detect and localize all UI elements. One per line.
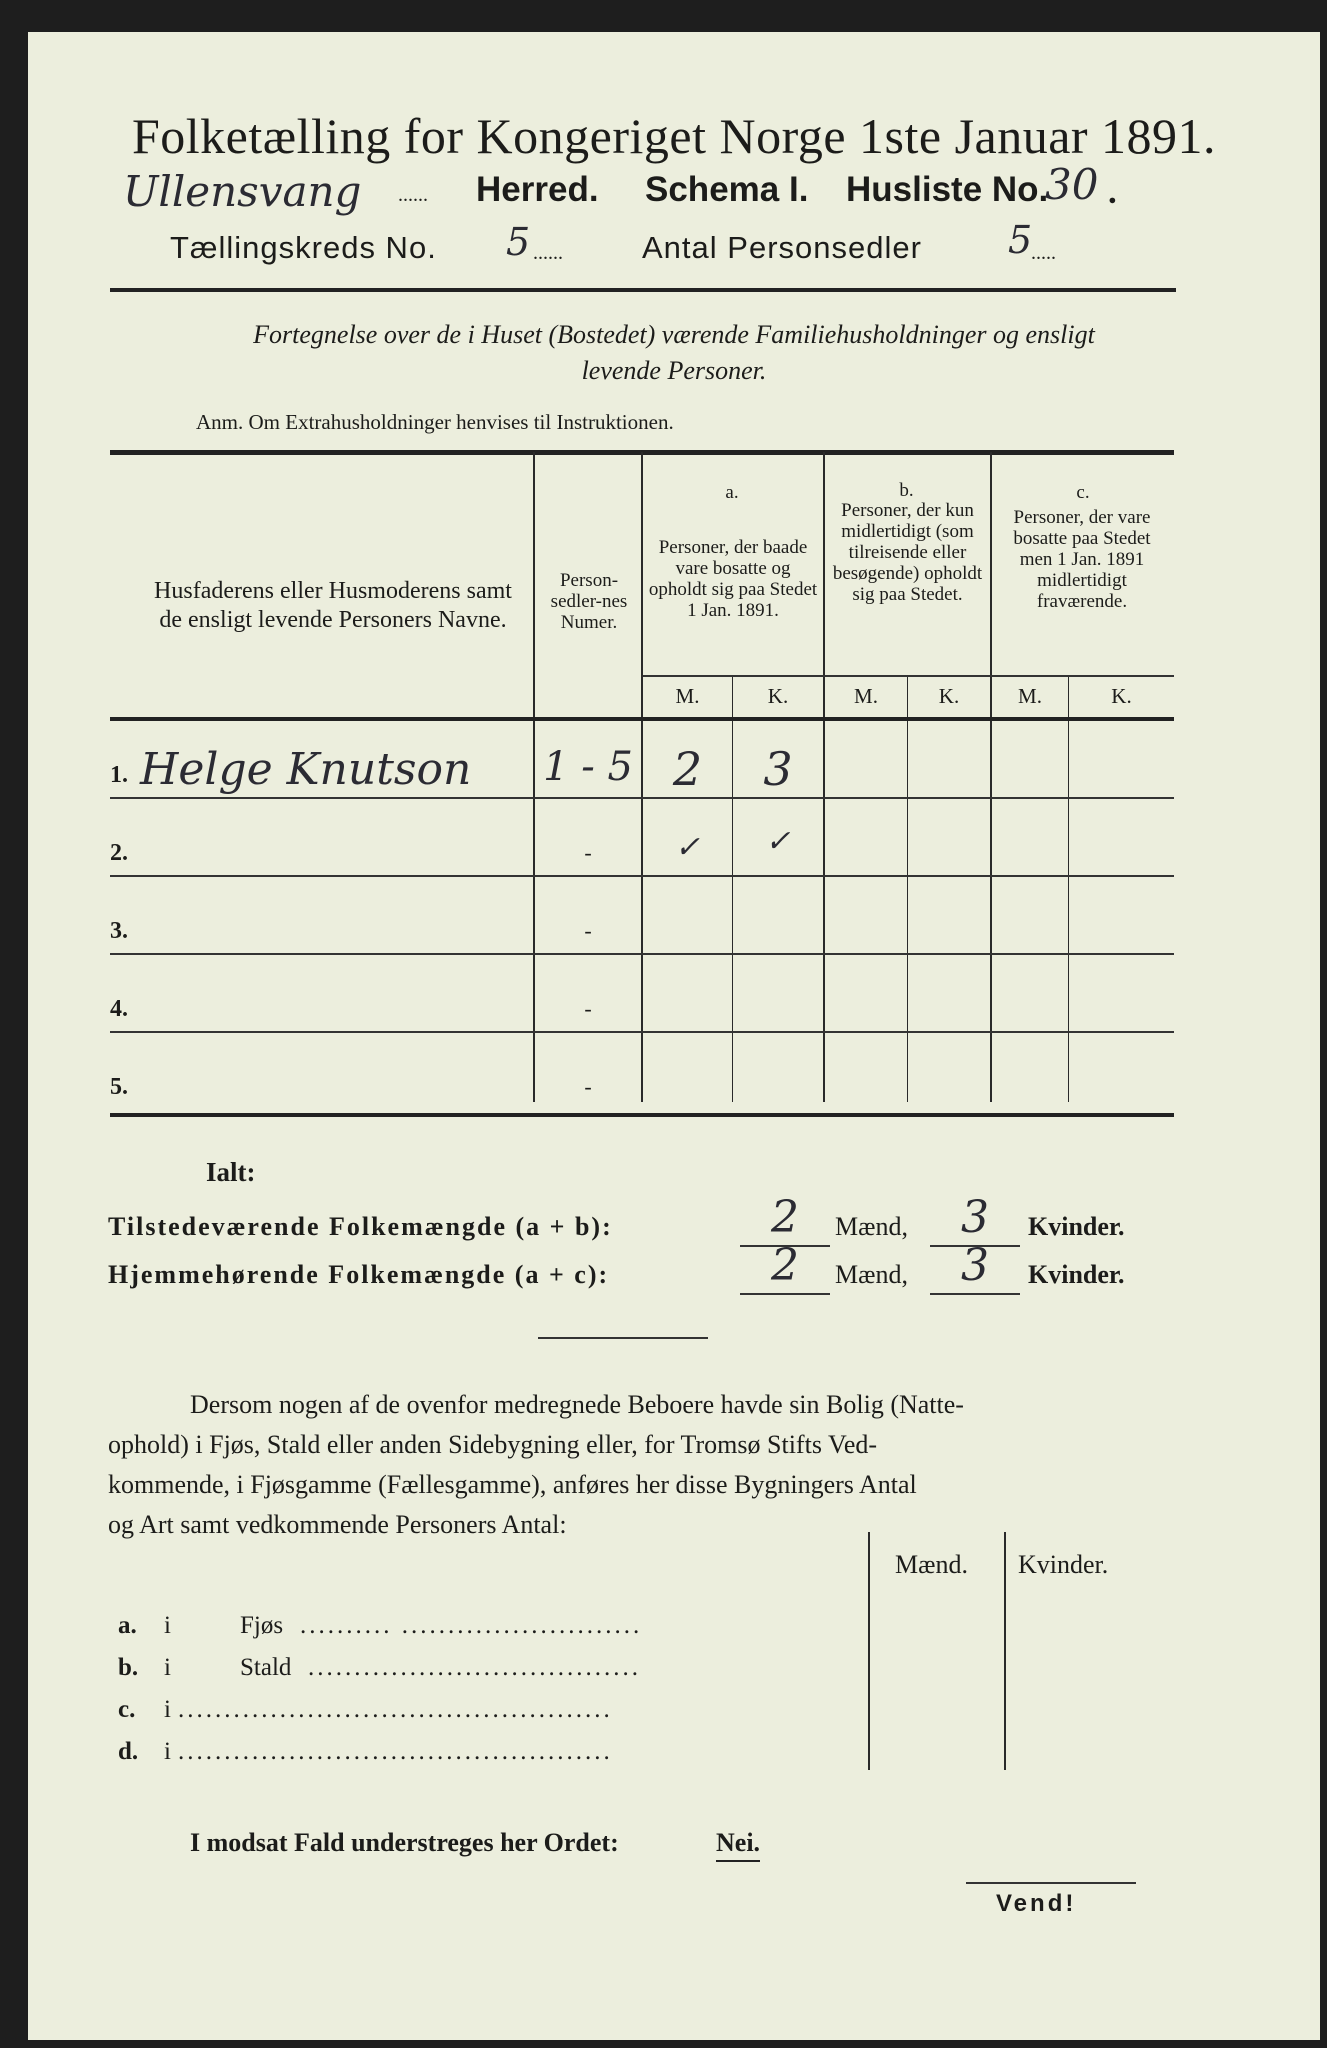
tilstede-kvinder: Kvinder. xyxy=(1028,1212,1125,1241)
col-divider-4 xyxy=(990,452,992,1102)
col-divider-am xyxy=(732,677,733,1102)
building-a-dots: .......... .......................... xyxy=(300,1612,643,1639)
building-a-letter: a. xyxy=(118,1612,137,1639)
col-divider-bm xyxy=(907,677,908,1102)
hjemme-maend: Mænd, xyxy=(835,1260,908,1289)
row-2-a-m: ✓ xyxy=(674,830,701,865)
herred-value: Ullensvang xyxy=(123,167,362,216)
antal-dots: ..... xyxy=(1031,242,1056,264)
modsat-text: I modsat Fald understreges her Ordet: xyxy=(190,1828,619,1857)
a-k-label: K. xyxy=(767,684,789,708)
paragraph-line-1: Dersom nogen af de ovenfor medregnede Beboere havde sin Bolig (Natte- xyxy=(190,1390,964,1419)
husliste-label: Husliste No. xyxy=(846,170,1049,209)
form-title: Folketælling for Kongeriget Norge 1ste Januar 1891. xyxy=(131,108,1217,164)
a-m-label: M. xyxy=(675,684,700,708)
intro-line-2: levende Personer. xyxy=(581,356,767,385)
row-3-number: 3. xyxy=(110,918,128,944)
herred-label: Herred. xyxy=(476,170,599,209)
col-name-header: Husfaderens eller Husmoderens samt de ensligt levende Personers Navne. xyxy=(154,578,512,633)
kreds-value: 5 xyxy=(506,220,531,264)
building-c-i: i xyxy=(164,1696,171,1723)
building-c-dots: ............................................... xyxy=(178,1696,613,1723)
husliste-value: 30 xyxy=(1045,160,1099,209)
herred-dots: ...... xyxy=(398,184,428,206)
buildings-maend-head: Mænd. xyxy=(895,1550,968,1579)
c-m-label: M. xyxy=(1018,684,1042,708)
row-4-rule xyxy=(110,1031,1174,1033)
row-3-num: - xyxy=(584,918,592,943)
hjemme-k-value: 3 xyxy=(961,1240,989,1291)
building-a-label: Fjøs xyxy=(240,1612,284,1639)
b-k-label: K. xyxy=(938,684,960,708)
building-c-letter: c. xyxy=(118,1696,136,1723)
col-b-letter: b. xyxy=(899,480,914,501)
row-1-rule xyxy=(110,797,1174,799)
col-c-header: Personer, der vare bosatte paa Stedet men 1 Jan. 1891 midlertidigt fraværende. xyxy=(1013,507,1151,612)
separator-rule xyxy=(538,1337,708,1339)
kreds-label: Tællingskreds No. xyxy=(170,230,437,265)
building-d-dots: ............................................... xyxy=(178,1738,613,1765)
buildings-kvinder-head: Kvinder. xyxy=(1018,1550,1109,1579)
col-divider-cm xyxy=(1068,677,1069,1102)
tilstede-maend: Mænd, xyxy=(835,1212,908,1241)
ialt-label: Ialt: xyxy=(206,1157,256,1187)
b-m-label: M. xyxy=(854,684,878,708)
row-2-a-k: ✓ xyxy=(765,824,791,859)
c-k-label: K. xyxy=(1111,684,1132,708)
row-1-a-m: 2 xyxy=(672,742,703,796)
building-b-i: i xyxy=(164,1654,171,1681)
building-b-dots: .................................... xyxy=(308,1654,641,1681)
hjemme-kvinder: Kvinder. xyxy=(1028,1260,1125,1289)
kreds-dots: ...... xyxy=(533,242,563,264)
mk-rule xyxy=(643,675,1174,677)
row-2-num: - xyxy=(584,840,592,865)
vend-rule xyxy=(966,1882,1136,1884)
row-1-name: Helge Knutson xyxy=(140,744,472,795)
tilstede-k-value: 3 xyxy=(961,1192,989,1243)
col-a-header: Personer, der baade vare bosatte og opholdt sig paa Stedet 1 Jan. 1891. xyxy=(648,537,818,621)
paragraph-line-2: ophold) i Fjøs, Stald eller anden Sidebygning eller, for Tromsø Stifts Ved- xyxy=(108,1430,878,1459)
row-5-num: - xyxy=(584,1074,592,1099)
hjemme-label: Hjemmehørende Folkemængde (a + c): xyxy=(108,1260,610,1289)
vend-text: Vend! xyxy=(996,1890,1077,1917)
hjemme-m-line xyxy=(740,1293,830,1295)
col-c-letter: c. xyxy=(1076,482,1090,503)
antal-label: Antal Personsedler xyxy=(642,230,922,265)
paragraph-line-3: kommende, i Fjøsgamme (Fællesgamme), anføres her disse Bygningers Antal xyxy=(108,1470,917,1499)
building-a-i: i xyxy=(164,1612,171,1639)
husliste-dot: . xyxy=(1108,172,1117,211)
row-2-rule xyxy=(110,875,1174,877)
antal-value: 5 xyxy=(1008,218,1033,262)
tilstede-m-value: 2 xyxy=(771,1192,799,1243)
row-1-number: 1. xyxy=(110,762,128,788)
row-1-num: 1 - 5 xyxy=(543,744,633,790)
col-b-header: Personer, der kun midlertidigt (som tilreisende eller besøgende) opholdt sig paa Stedet. xyxy=(832,500,983,605)
building-b-letter: b. xyxy=(118,1654,139,1681)
row-4-number: 4. xyxy=(110,996,128,1022)
hjemme-k-line xyxy=(930,1293,1020,1295)
building-b-label: Stald xyxy=(240,1654,292,1681)
header-rule xyxy=(110,288,1176,292)
nei-word: Nei. xyxy=(716,1828,760,1862)
col-num-header: Person-sedler-nes Numer. xyxy=(550,570,628,633)
anm-note: Anm. Om Extrahusholdninger henvises til Instruktionen. xyxy=(196,410,674,434)
tilstede-label: Tilstedeværende Folkemængde (a + b): xyxy=(108,1212,613,1241)
paragraph-line-4: og Art samt vedkommende Personers Antal: xyxy=(108,1510,567,1539)
table-header-rule xyxy=(110,717,1174,721)
table-bottom-rule xyxy=(110,1113,1174,1117)
schema-label: Schema I. xyxy=(645,170,809,209)
col-a-letter: a. xyxy=(725,482,739,503)
census-form-page xyxy=(28,32,1320,2040)
building-d-i: i xyxy=(164,1738,171,1765)
buildings-divider-1 xyxy=(868,1532,870,1770)
row-4-num: - xyxy=(584,996,592,1021)
hjemme-m-value: 2 xyxy=(771,1240,799,1291)
row-5-number: 5. xyxy=(110,1074,128,1100)
row-3-rule xyxy=(110,953,1174,955)
intro-line-1: Fortegnelse over de i Huset (Bostedet) værende Familiehusholdninger og ensligt xyxy=(253,320,1095,349)
row-2-number: 2. xyxy=(110,840,128,866)
building-d-letter: d. xyxy=(118,1738,139,1765)
row-1-a-k: 3 xyxy=(763,742,793,796)
buildings-divider-2 xyxy=(1004,1532,1006,1770)
